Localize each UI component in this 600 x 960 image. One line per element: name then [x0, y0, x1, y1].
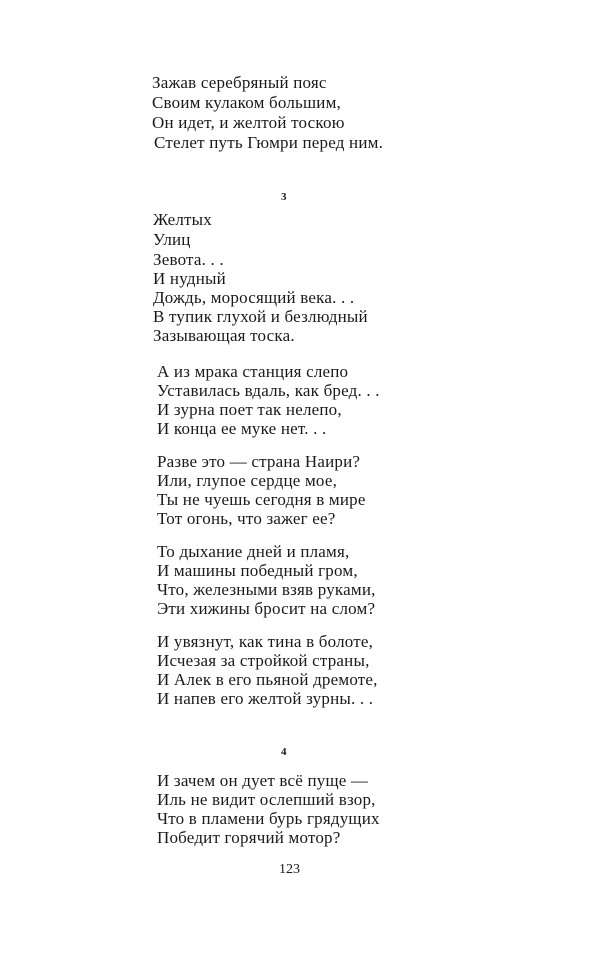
poem-line: Своим кулаком большим,: [152, 93, 341, 112]
poem-line: Дождь, моросящий века. . .: [153, 288, 355, 307]
page-number: 123: [279, 862, 300, 877]
poem-line: И напев его желтой зурны. . .: [157, 689, 374, 708]
poem-line: Улиц: [153, 230, 191, 249]
poem-line: Зевота. . .: [153, 250, 224, 269]
poem-line: Победит горячий мотор?: [157, 828, 341, 847]
poem-line: И нудный: [153, 269, 226, 288]
poem-line: Что, железными взяв руками,: [157, 580, 376, 599]
poem-line: И машины победный гром,: [157, 561, 358, 580]
poem-line: Желтых: [153, 210, 212, 229]
poem-line: Тот огонь, что зажег ее?: [157, 509, 336, 528]
section-number: 3: [281, 191, 287, 203]
poem-line: И зачем он дует всё пуще —: [157, 771, 369, 790]
poem-line: Исчезая за стройкой страны,: [157, 651, 370, 670]
poem-line: А из мрака станция слепо: [157, 362, 349, 381]
poem-line: Он идет, и желтой тоскою: [152, 113, 345, 132]
poem-line: И Алек в его пьяной дремоте,: [157, 670, 378, 689]
poem-line: Иль не видит ослепший взор,: [157, 790, 376, 809]
poem-line: Уставилась вдаль, как бред. . .: [157, 381, 380, 400]
section-number: 4: [281, 746, 287, 758]
poem-line: И зурна поет так нелепо,: [157, 400, 342, 419]
poem-line: Что в пламени бурь грядущих: [157, 809, 380, 828]
poem-line: Зазывающая тоска.: [153, 326, 295, 345]
poem-line: Или, глупое сердце мое,: [157, 471, 338, 490]
poem-line: И увязнут, как тина в болоте,: [157, 632, 374, 651]
poem-line: Эти хижины бросит на слом?: [157, 599, 376, 618]
poem-line: Стелет путь Гюмри перед ним.: [154, 133, 384, 152]
poem-line: Ты не чуешь сегодня в мире: [157, 490, 366, 509]
poem-line: Зажав серебряный пояс: [152, 73, 327, 92]
poem-line: То дыхание дней и пламя,: [157, 542, 350, 561]
poem-line: Разве это — страна Наири?: [157, 452, 361, 471]
poem-line: И конца ее муке нет. . .: [157, 419, 327, 438]
poem-line: В тупик глухой и безлюдный: [153, 307, 368, 326]
